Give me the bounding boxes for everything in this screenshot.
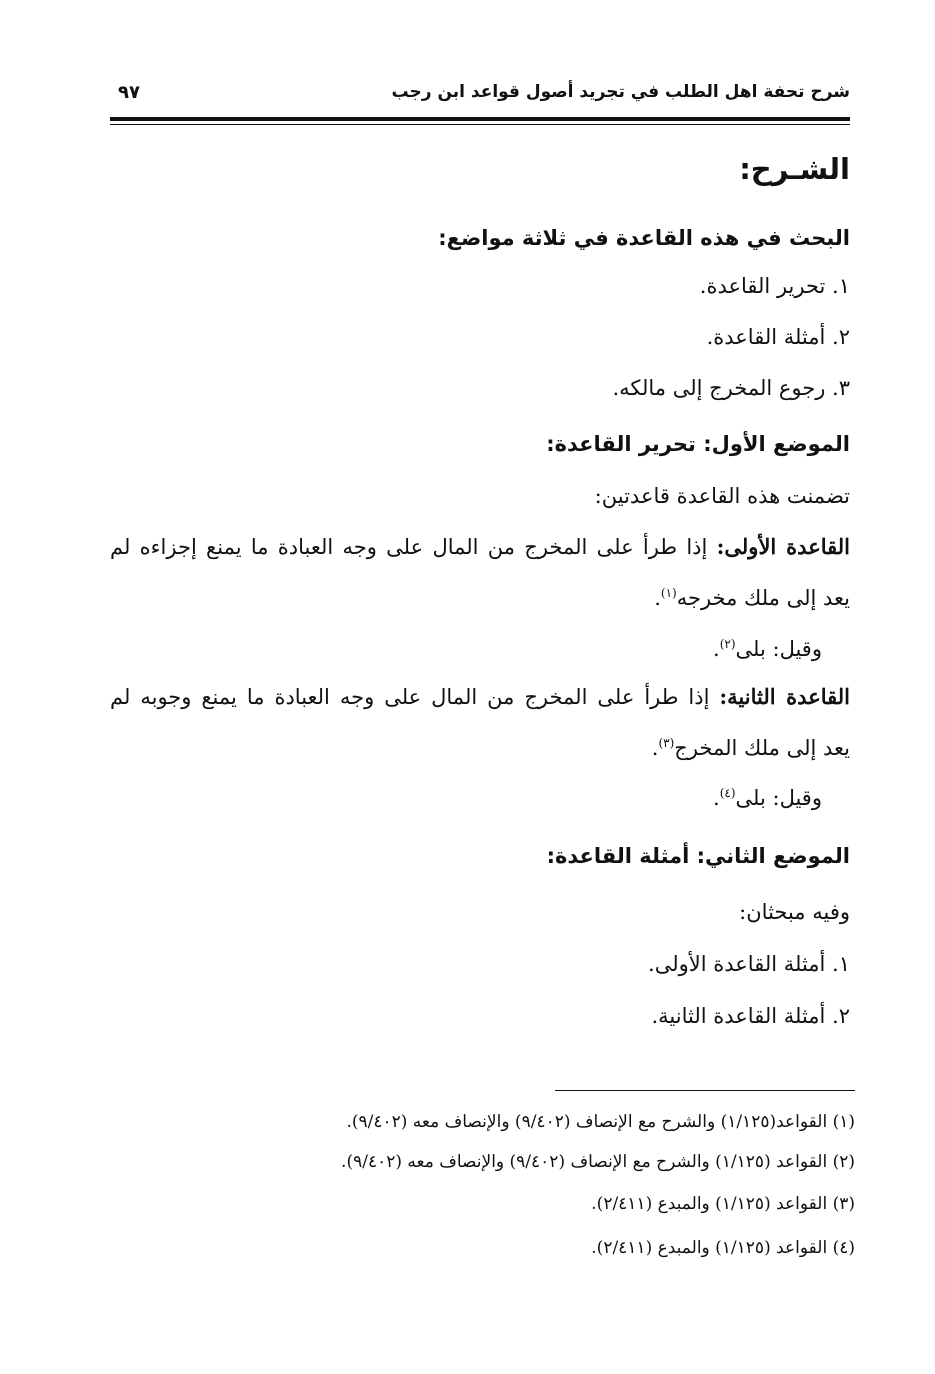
- topic1-heading: الموضع الأول: تحرير القاعدة:: [546, 432, 850, 456]
- header-rule-thin: [110, 124, 850, 125]
- rule1-alternative: وقيل: بلى$^{(٢)}$.: [713, 637, 822, 661]
- rule1-text-cont: يعد إلى ملك مخرجه: [676, 586, 850, 610]
- page-header: [110, 78, 850, 108]
- list-item: ٢. أمثلة القاعدة الثانية.: [651, 1004, 850, 1028]
- topic2-intro: وفيه مبحثان:: [739, 900, 850, 924]
- list-item: ١. أمثلة القاعدة الأولى.: [648, 952, 850, 976]
- page-number: ٩٧: [118, 82, 140, 103]
- footnote-ref: (٣): [658, 736, 675, 750]
- list-item: ٣. رجوع المخرج إلى مالكه.: [612, 376, 850, 400]
- header-rule-thick: [110, 117, 850, 121]
- rule2-text: إذا طرأ على المخرج من المال على وجه العبادة ما يمنع وجوبه لم: [110, 685, 710, 709]
- footnote-separator: [555, 1090, 855, 1091]
- rule1-lead: القاعدة الأولى:: [716, 534, 850, 559]
- footnote: (٢) القواعد (١/١٢٥) والشرح مع الإنصاف (٩/٤٠٢) والإنصاف معه (٩/٤٠٢).: [341, 1152, 855, 1172]
- topic1-intro: تضمنت هذه القاعدة قاعدتين:: [594, 484, 850, 508]
- subheading: البحث في هذه القاعدة في ثلاثة مواضع:: [438, 226, 850, 250]
- rule2-paragraph-line2: يعد إلى ملك المخرج$^{(٣)}$.: [651, 736, 850, 760]
- footnote-ref: (٢): [719, 637, 736, 651]
- rule2-lead: القاعدة الثانية:: [719, 684, 850, 709]
- topic2-heading: الموضع الثاني: أمثلة القاعدة:: [546, 844, 850, 868]
- rule1-paragraph-line1: [110, 534, 850, 559]
- rule2-alternative: وقيل: بلى$^{(٤)}$.: [713, 786, 822, 810]
- list-item: ٢. أمثلة القاعدة.: [706, 325, 850, 349]
- rule1-paragraph-line2: يعد إلى ملك مخرجه$^{(١)}$.: [654, 586, 850, 610]
- section-heading: الشـرح:: [739, 152, 850, 186]
- running-title: شرح تحفة اهل الطلب في تجريد أصول قواعد ابن رجب: [391, 82, 850, 102]
- footnote-ref: (٤): [719, 786, 736, 800]
- rule2-text-cont: يعد إلى ملك المخرج: [674, 736, 850, 760]
- footnote: (١) القواعد(١/١٢٥) والشرح مع الإنصاف (٩/٤٠٢) والإنصاف معه (٩/٤٠٢).: [346, 1112, 855, 1132]
- footnote: (٣) القواعد (١/١٢٥) والمبدع (٢/٤١١).: [591, 1194, 855, 1214]
- footnote-ref: (١): [660, 586, 677, 600]
- list-item: ١. تحرير القاعدة.: [699, 274, 850, 298]
- rule1-alt-text: وقيل: بلى: [735, 637, 822, 661]
- footnote: (٤) القواعد (١/١٢٥) والمبدع (٢/٤١١).: [591, 1238, 855, 1258]
- rule1-text: إذا طرأ على المخرج من المال على وجه العبادة ما يمنع إجزاءه لم: [110, 535, 708, 559]
- rule2-paragraph-line1: [110, 684, 850, 709]
- rule2-alt-text: وقيل: بلى: [735, 786, 822, 810]
